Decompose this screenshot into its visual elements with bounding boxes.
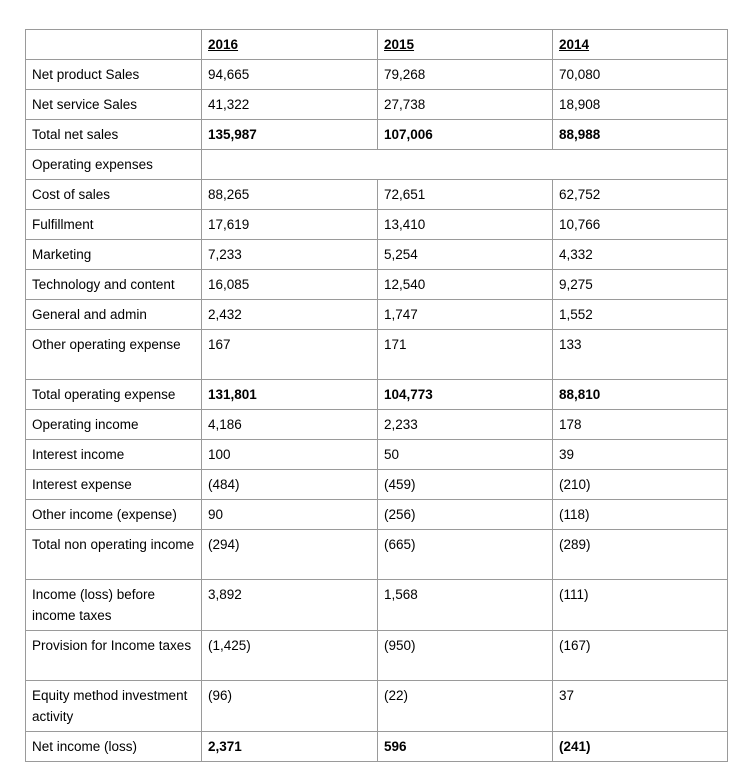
table-row [26,500,728,530]
value-cell: (256) [378,500,553,530]
header-row [26,30,728,60]
table-row [26,380,728,410]
value-cell: 596 [378,732,553,762]
value-cell: (96) [202,681,378,732]
section-empty-cell [202,150,728,180]
row-label: Marketing [26,240,202,270]
row-label: Provision for Income taxes [26,631,202,681]
row-label: Total operating expense [26,380,202,410]
header-blank-cell [26,30,202,60]
value-cell: 1,568 [378,580,553,631]
table-row [26,300,728,330]
value-cell: 2,432 [202,300,378,330]
value-cell: (1,425) [202,631,378,681]
row-label: Net service Sales [26,90,202,120]
value-cell: 171 [378,330,553,380]
value-cell: (210) [553,470,728,500]
value-cell: 88,988 [553,120,728,150]
value-cell: 62,752 [553,180,728,210]
value-cell: 50 [378,440,553,470]
table-row [26,180,728,210]
value-cell: (289) [553,530,728,580]
value-cell: 2,371 [202,732,378,762]
table-row [26,530,728,580]
table-row [26,631,728,681]
value-cell: 94,665 [202,60,378,90]
value-cell: 107,006 [378,120,553,150]
income-statement-table [25,29,728,762]
value-cell: 167 [202,330,378,380]
table-row [26,210,728,240]
value-cell: 4,186 [202,410,378,440]
table-row [26,580,728,631]
value-cell: 133 [553,330,728,380]
value-cell: (22) [378,681,553,732]
row-label: Net product Sales [26,60,202,90]
value-cell: 90 [202,500,378,530]
row-label: Operating income [26,410,202,440]
value-cell: (294) [202,530,378,580]
value-cell: (484) [202,470,378,500]
value-cell: 41,322 [202,90,378,120]
value-cell: 1,552 [553,300,728,330]
value-cell: 7,233 [202,240,378,270]
row-label: Income (loss) before income taxes [26,580,202,631]
row-label: Other operating expense [26,330,202,380]
value-cell: 13,410 [378,210,553,240]
header-year-2014 [553,30,728,60]
value-cell: 18,908 [553,90,728,120]
value-cell: (118) [553,500,728,530]
table-row [26,90,728,120]
value-cell: 178 [553,410,728,440]
value-cell: 104,773 [378,380,553,410]
value-cell: 88,810 [553,380,728,410]
value-cell: 135,987 [202,120,378,150]
year-label: 2014 [559,37,590,52]
header-year-2016 [202,30,378,60]
row-label: Total non operating income [26,530,202,580]
row-label: Other income (expense) [26,500,202,530]
table-row [26,732,728,762]
value-cell: 70,080 [553,60,728,90]
value-cell: 17,619 [202,210,378,240]
table-row [26,150,728,180]
row-label: Total net sales [26,120,202,150]
row-label: Interest income [26,440,202,470]
value-cell: 100 [202,440,378,470]
value-cell: 39 [553,440,728,470]
table-row [26,410,728,440]
row-label: Equity method investment activity [26,681,202,732]
table-row [26,440,728,470]
value-cell: 10,766 [553,210,728,240]
row-label: Technology and content [26,270,202,300]
row-label: Interest expense [26,470,202,500]
header-year-2015 [378,30,553,60]
table-body [26,30,728,762]
value-cell: 131,801 [202,380,378,410]
value-cell: 3,892 [202,580,378,631]
table-row [26,120,728,150]
value-cell: 16,085 [202,270,378,300]
year-label: 2016 [208,37,239,52]
row-label: General and admin [26,300,202,330]
value-cell: (241) [553,732,728,762]
value-cell: 88,265 [202,180,378,210]
value-cell: 5,254 [378,240,553,270]
value-cell: 1,747 [378,300,553,330]
value-cell: (111) [553,580,728,631]
value-cell: (167) [553,631,728,681]
table-row [26,470,728,500]
table-row [26,270,728,300]
row-label: Net income (loss) [26,732,202,762]
year-label: 2015 [384,37,415,52]
value-cell: 37 [553,681,728,732]
value-cell: (950) [378,631,553,681]
table-row [26,681,728,732]
value-cell: 27,738 [378,90,553,120]
value-cell: 79,268 [378,60,553,90]
row-label: Cost of sales [26,180,202,210]
value-cell: 12,540 [378,270,553,300]
value-cell: (665) [378,530,553,580]
value-cell: 72,651 [378,180,553,210]
value-cell: 2,233 [378,410,553,440]
row-label: Fulfillment [26,210,202,240]
row-label: Operating expenses [26,150,202,180]
table-row [26,60,728,90]
value-cell: 4,332 [553,240,728,270]
table-row [26,240,728,270]
value-cell: 9,275 [553,270,728,300]
table-row [26,330,728,380]
value-cell: (459) [378,470,553,500]
